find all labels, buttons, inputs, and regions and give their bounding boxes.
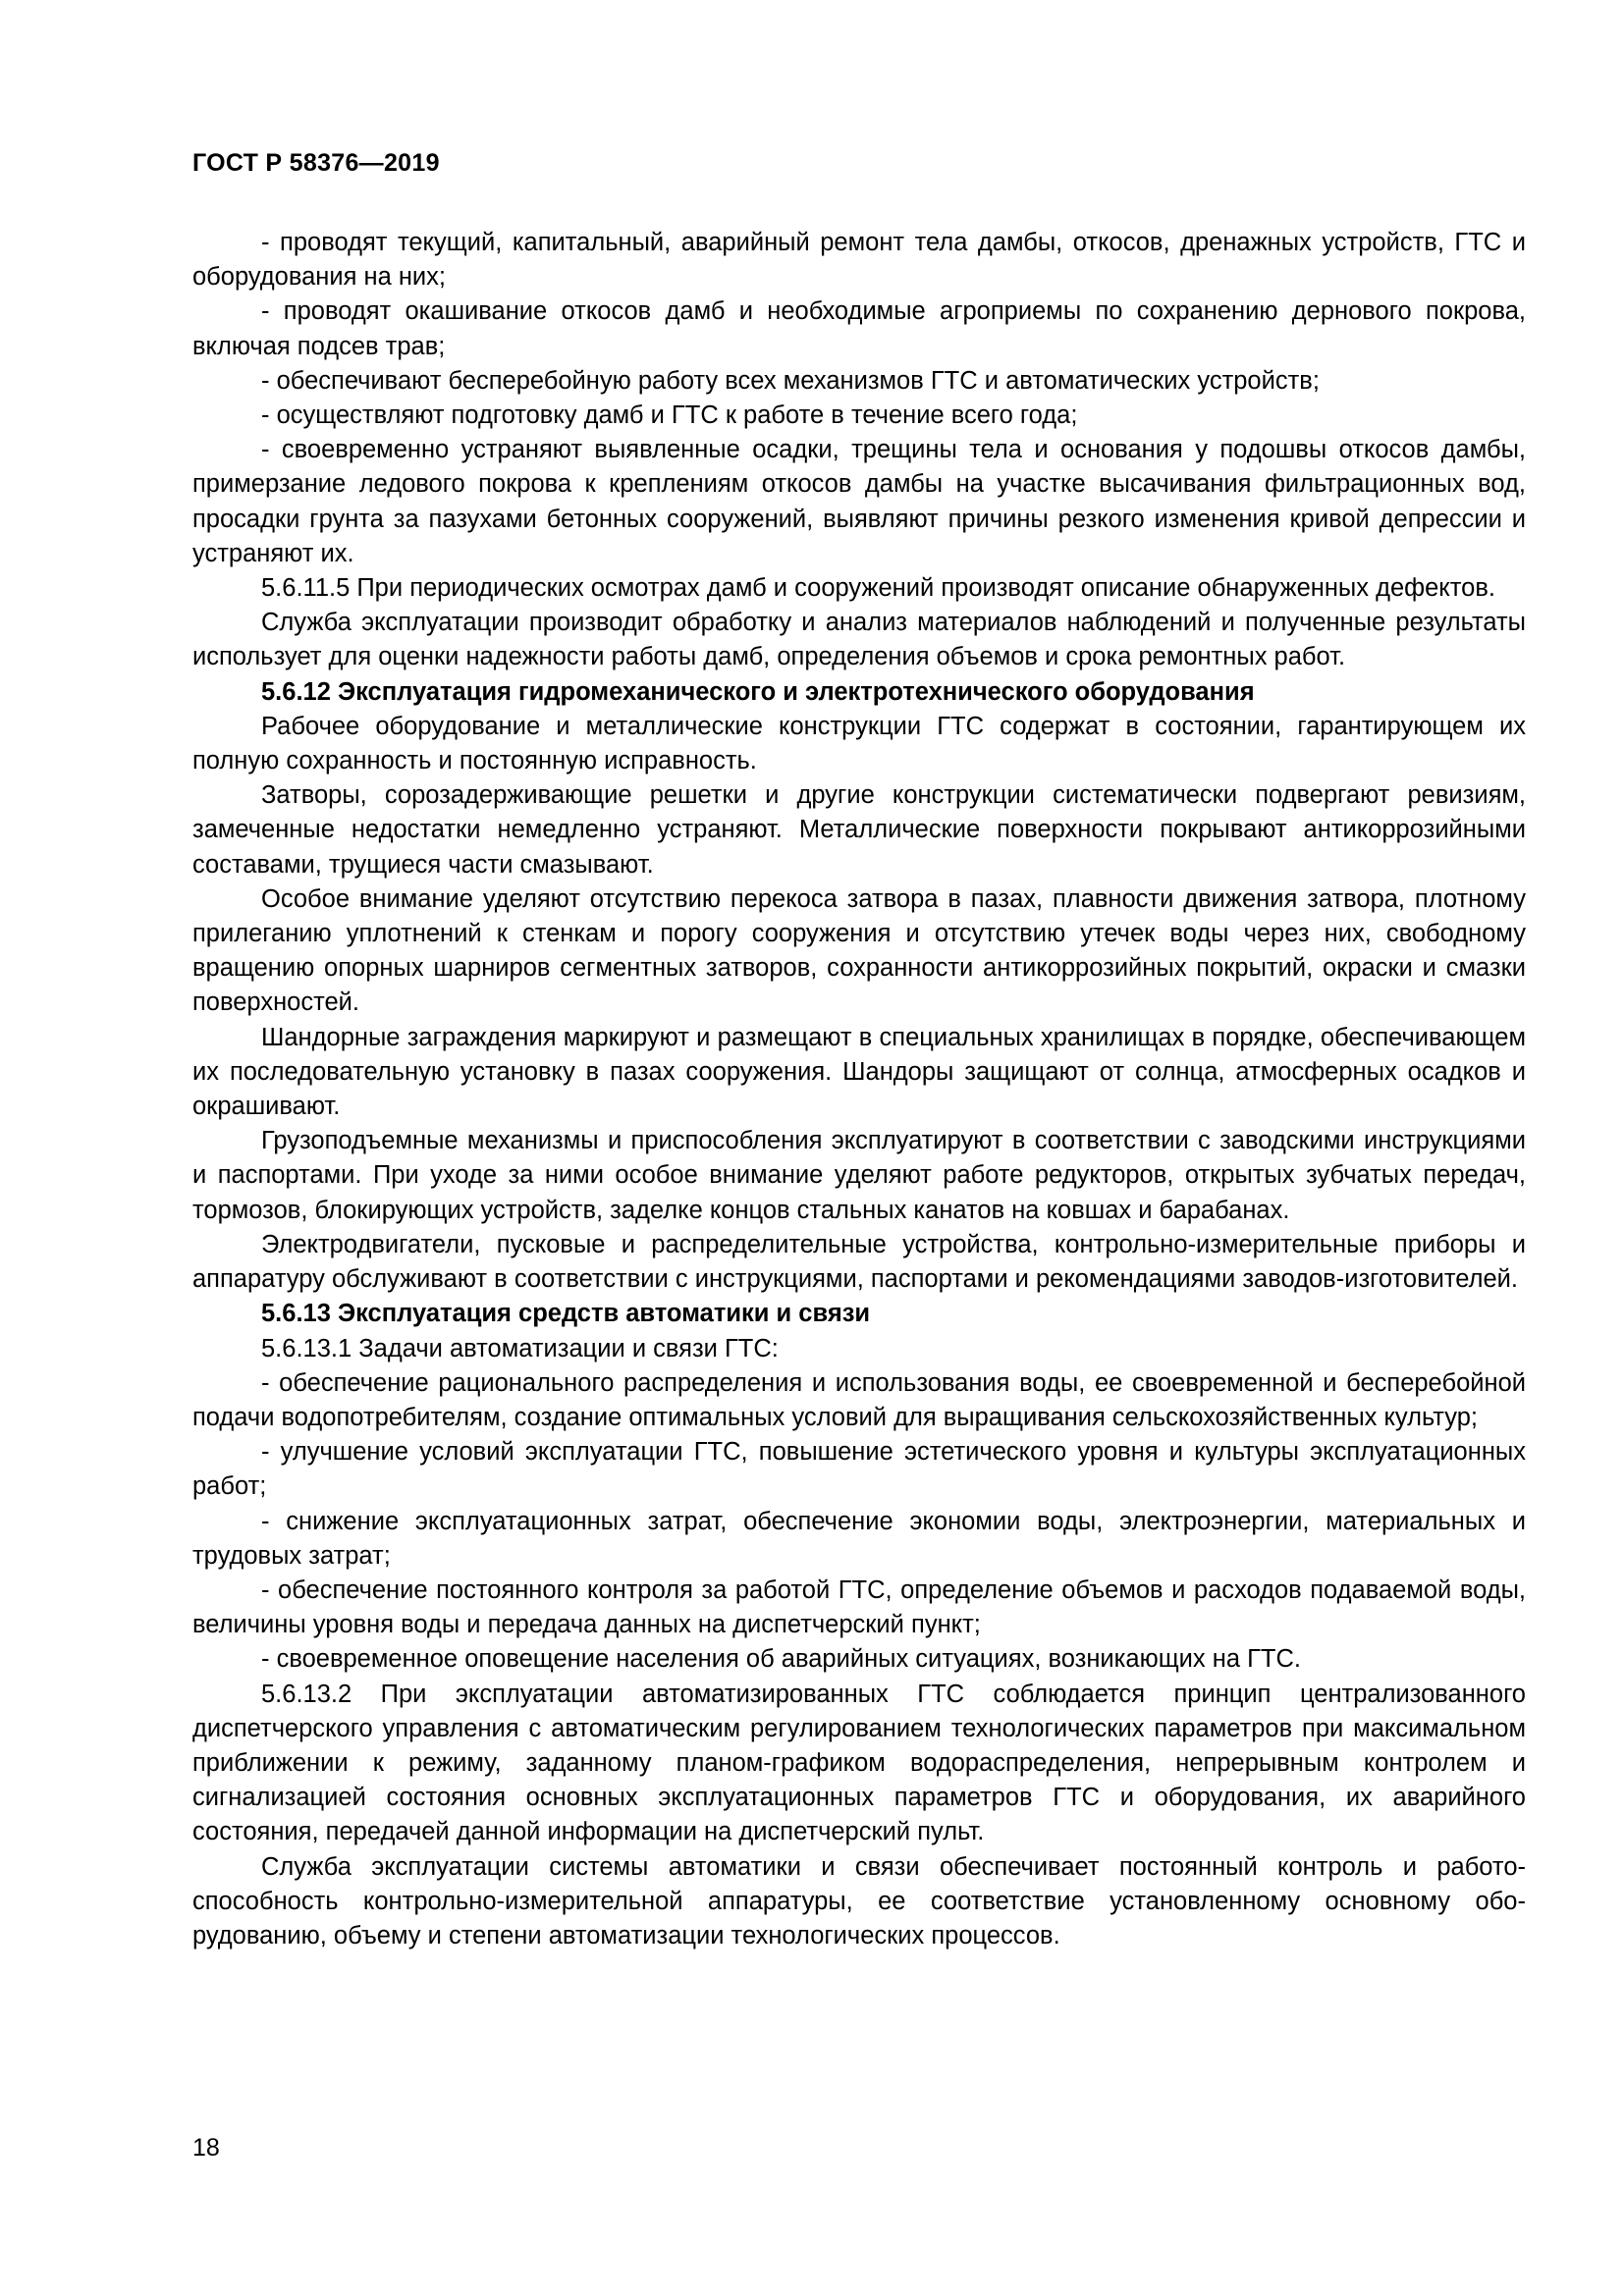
paragraph-electric-motors: Электродвигатели, пусковые и распределительные устройства, контрольно-измерительные приборы и аппаратуру обслуживают в соответствии с инструкциями, паспортами и рекомендациями заводов-изготовителей. — [192, 1230, 1526, 1294]
paragraph-service-analysis: Служба эксплуатации производит обработку и анализ материалов наблюдений и полученные результаты использует для оценки надежности работы дамб, определения объемов и срока ремонтных работ. — [192, 609, 1526, 671]
list-item-preparation: - осуществляют подготовку дамб и ГТС к работе в течение всего года; — [261, 401, 1078, 430]
document-code-header: ГОСТ Р 58376—2019 — [192, 149, 440, 177]
list-item-water-distribution: - обеспечение рационального распределения и использования воды, ее своевременной и бесперебойной подачи водопотребителям, создание оптимальных условий для выращивания сельскохозяйственных культур; — [192, 1368, 1526, 1431]
section-heading-5-6-12: 5.6.12 Эксплуатация гидромеханического и электротехнического оборудования — [261, 677, 1255, 706]
paragraph-automation-service: Служба эксплуатации системы автоматики и связи обеспечивает постоянный контроль и работоспособность контрольно-измерительной аппаратуры, ее соответствие установленному основному оборудованию, объему и степени автоматизации технологических процессов. — [192, 1852, 1526, 1949]
list-item-defects: - своевременно устраняют выявленные осадки, трещины тела и основания у подошвы откосов дамбы, примерзание ледового покрова к креплениям откосов дамбы на участке высачивания фильтрационных вод, просадки грунта за пазухами бетонных сооружений, выявляют причины резкого изменения кривой депрессии и устраняют их. — [192, 436, 1526, 567]
list-item-mowing: - проводят окашивание откосов дамб и необходимые агроприемы по сохранению дернового покрова, включая подсев трав; — [192, 297, 1526, 360]
list-item-conditions: - улучшение условий эксплуатации ГТС, повышение эстетического уровня и культуры эксплуатационных работ; — [192, 1438, 1526, 1501]
list-item-control: - обеспечение постоянного контроля за работой ГТС, определение объемов и расходов подаваемой воды, величины уровня воды и передача данных на диспетчерский пункт; — [192, 1575, 1526, 1639]
paragraph-stoplogs: Шандорные заграждения маркируют и размещают в специальных хранилищах в порядке, обеспечивающем их последовательную установку в пазах сооружения. Шандоры защищают от солнца, атмосферных осадков и окрашивают. — [192, 1023, 1526, 1121]
page-number: 18 — [192, 2134, 220, 2162]
section-heading-5-6-13: 5.6.13 Эксплуатация средств автоматики и связи — [261, 1300, 871, 1328]
paragraph-lifting-mechanisms: Грузоподъемные механизмы и приспособления эксплуатируют в соответствии с заводскими инструкциями и паспортами. При уходе за ними особое внимание уделяют работе редукторов, открытых зубчатых передач, тормозов, блокирующих устройств, заделке концов стальных канатов на ковшах и барабанах. — [192, 1127, 1526, 1224]
clause-5-6-13-2: 5.6.13.2 При эксплуатации автоматизированных ГТС соблюдается принцип централизованного диспетчерского управления с автоматическим регулированием технологических параметров при максимальном приближении к режиму, заданному планом-графиком водораспределения, непрерывным контролем и сигнализацией состояния основных эксплуатационных параметров ГТС и оборудования, их аварийного состояния, передачей данной информации на диспетчерский пульт. — [192, 1680, 1526, 1846]
paragraph-gates-revision: Затворы, сорозадерживающие решетки и другие конструкции систематически подвергают ревизиям, замеченные недостатки немедленно устраняют. Металлические поверхности покрывают антикоррозийными составами, трущиеся части смазывают. — [192, 781, 1526, 879]
list-item-costs: - снижение эксплуатационных затрат, обеспечение экономии воды, электроэнергии, материальных и трудовых затрат; — [192, 1507, 1526, 1570]
list-item-repair: - проводят текущий, капитальный, аварийный ремонт тела дамбы, откосов, дренажных устройств, ГТС и оборудования на них; — [192, 229, 1526, 292]
list-item-alerts: - своевременное оповещение населения об аварийных ситуациях, возникающих на ГТС. — [261, 1645, 1301, 1674]
clause-5-6-11-5: 5.6.11.5 При периодических осмотрах дамб и сооружений производят описание обнаруженных дефектов. — [261, 574, 1495, 603]
paragraph-equipment: Рабочее оборудование и металлические конструкции ГТС содержат в состоянии, гарантирующем их полную сохранность и постоянную исправность. — [192, 712, 1526, 775]
paragraph-special-attention: Особое внимание уделяют отсутствию перекоса затвора в пазах, плавности движения затвора, плотному прилеганию уплотнений к стенкам и порогу сооружения и отсутствию утечек воды через них, свободному вращению опорных шарниров сегментных затворов, сохранности антикоррозийных покрытий, окраски и смазки поверхностей. — [192, 884, 1526, 1017]
document-body — [192, 226, 1526, 1953]
clause-5-6-13-1: 5.6.13.1 Задачи автоматизации и связи ГТС: — [261, 1334, 779, 1362]
list-item-mechanisms: - обеспечивают бесперебойную работу всех механизмов ГТС и автоматических устройств; — [261, 366, 1320, 395]
